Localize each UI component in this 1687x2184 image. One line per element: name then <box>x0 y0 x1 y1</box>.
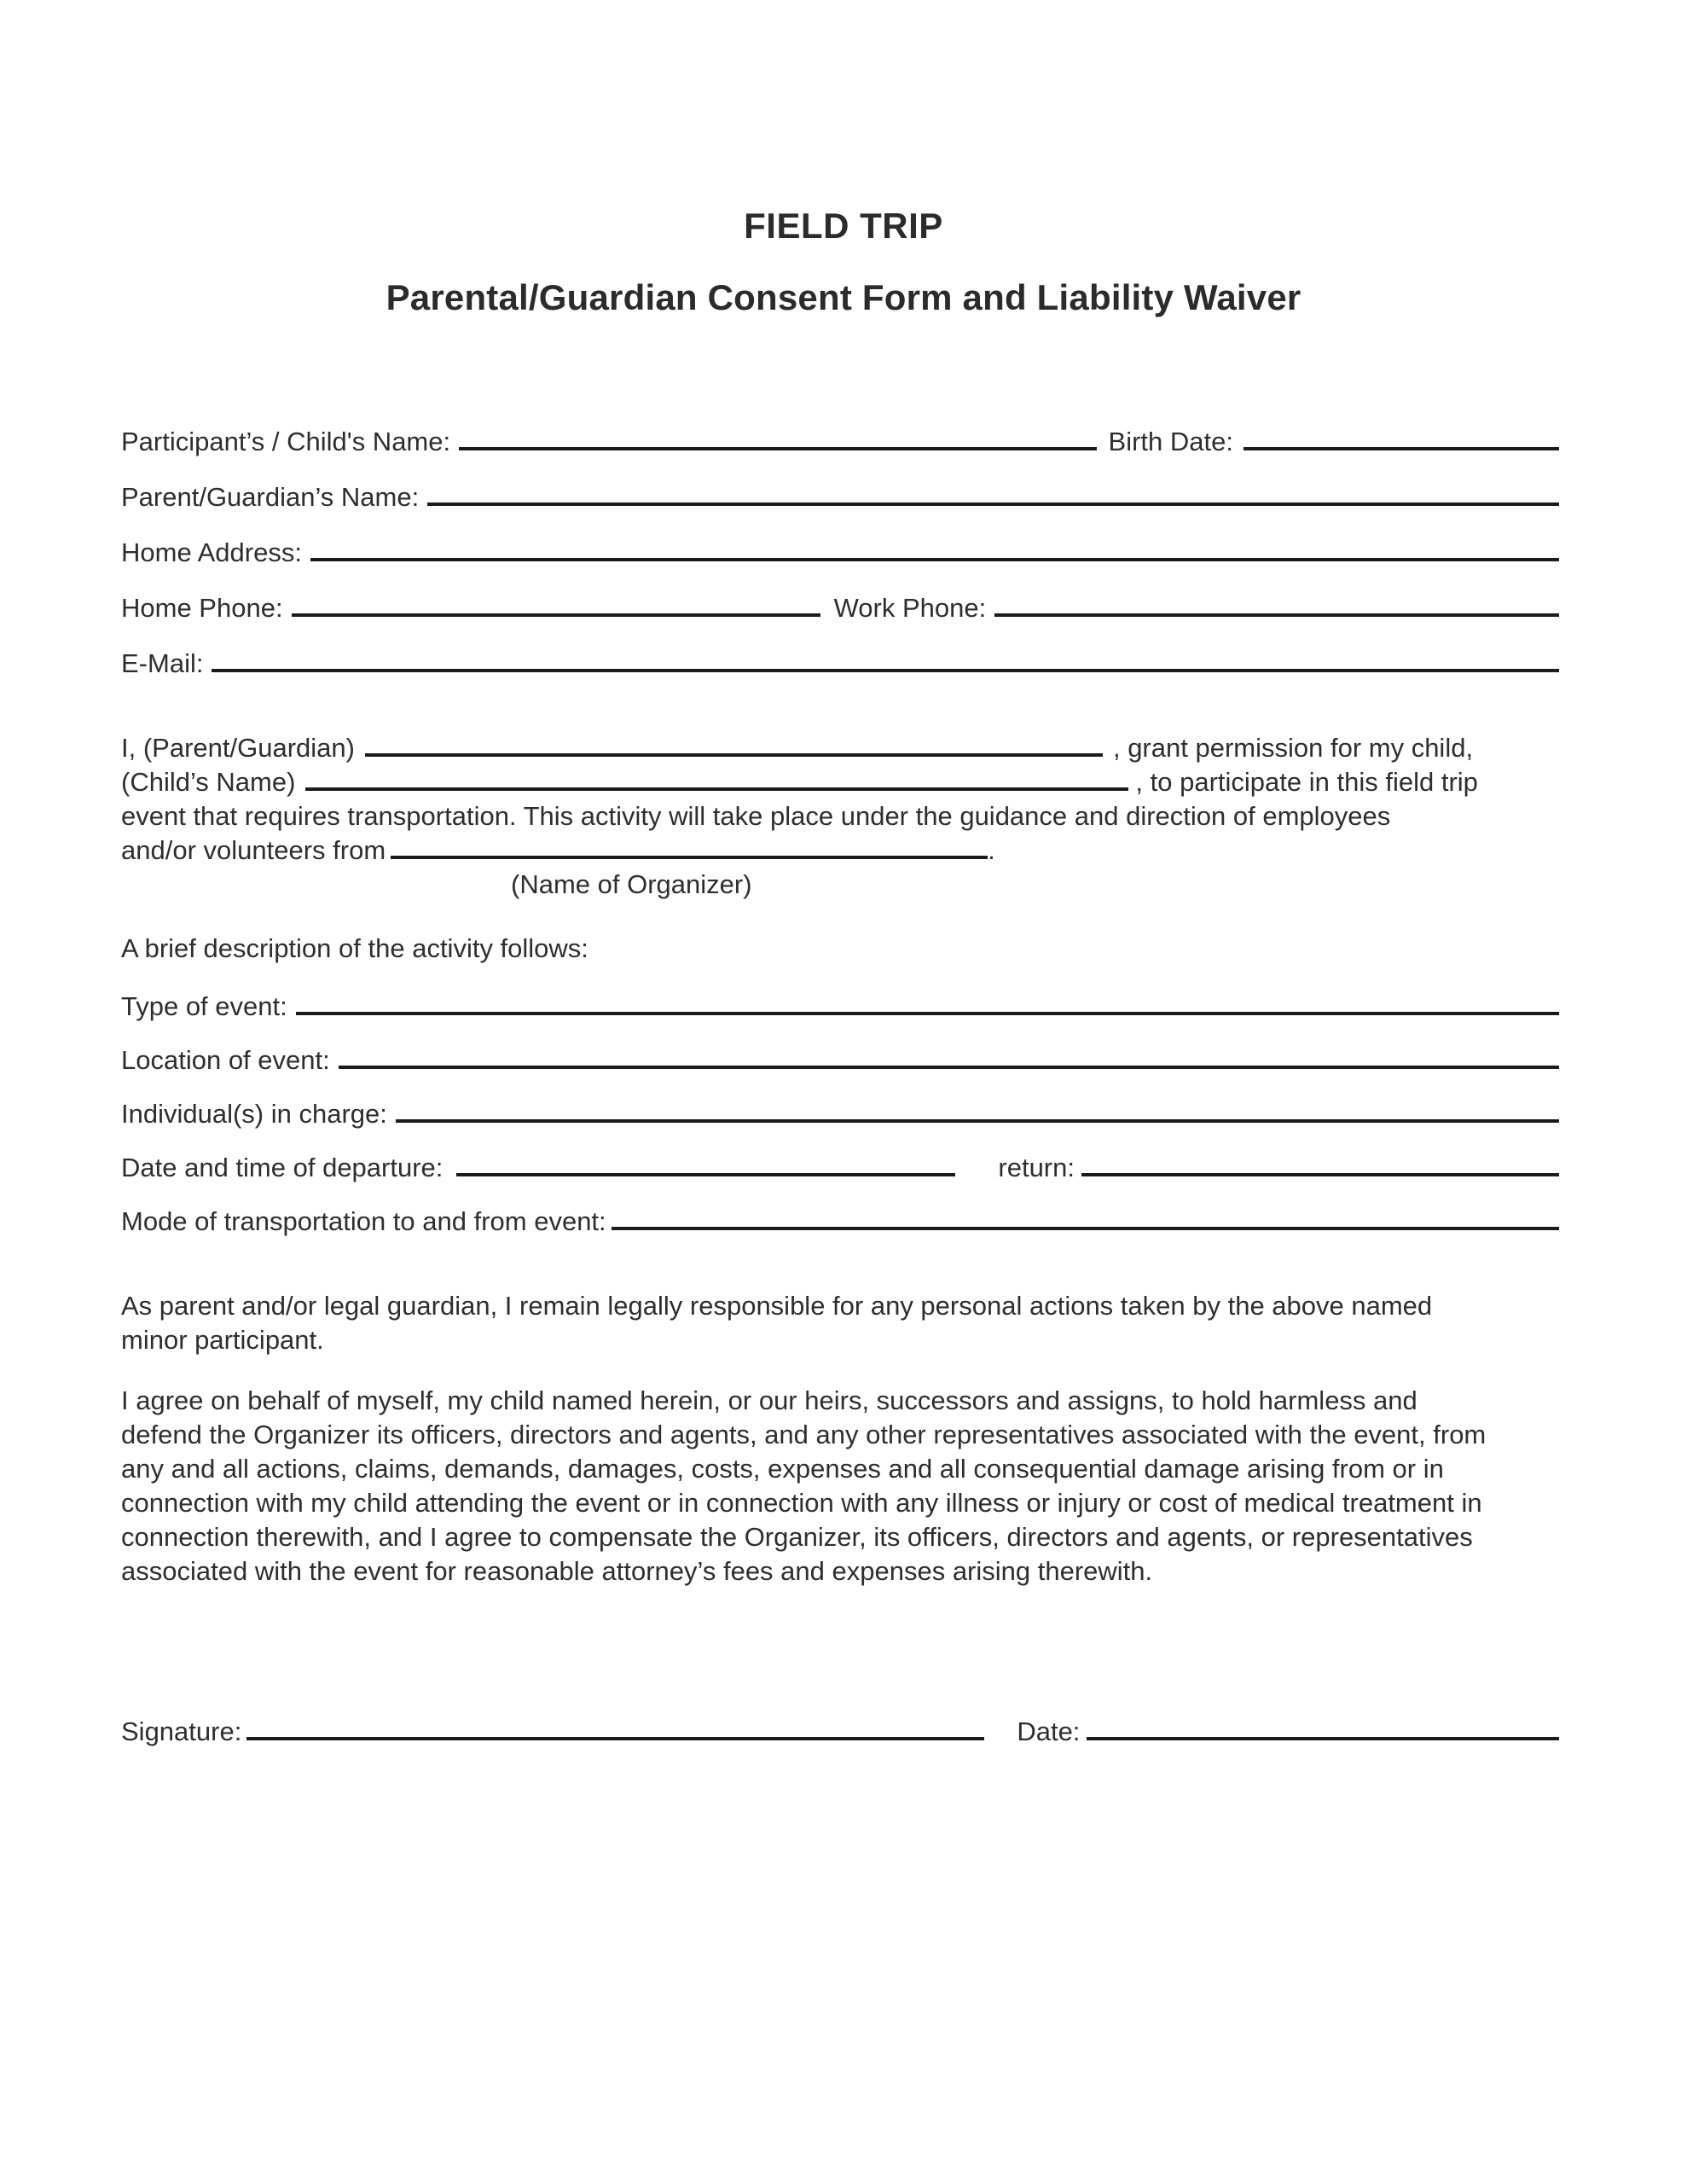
location-of-event-blank[interactable] <box>339 1066 1559 1069</box>
work-phone-label: Work Phone: <box>833 593 987 623</box>
birth-date-blank[interactable] <box>1244 447 1559 450</box>
departure-label: Date and time of departure: <box>121 1153 443 1182</box>
consent-line-2 <box>121 765 1559 799</box>
consent-line4-text: and/or volunteers from <box>121 835 386 865</box>
return-blank[interactable] <box>1081 1173 1559 1176</box>
consent-line-1 <box>121 731 1559 765</box>
transportation-label: Mode of transportation to and from event: <box>121 1206 606 1236</box>
departure-blank[interactable] <box>456 1173 955 1176</box>
row-signature <box>121 1715 1559 1749</box>
consent-line2-text: (Child’s Name) <box>121 767 296 797</box>
row-home-address <box>121 536 1559 570</box>
organizer-caption: (Name of Organizer) <box>511 869 752 899</box>
email-label: E-Mail: <box>121 648 204 678</box>
location-of-event-label: Location of event: <box>121 1045 330 1075</box>
consent-line-4 <box>121 834 1559 868</box>
consent-line2-tail: , to participate in this field trip <box>1135 767 1478 797</box>
row-email <box>121 647 1559 681</box>
liability-paragraph-2: I agree on behalf of myself, my child named herein, or our heirs, successors and assigns, to hold harmless and defend the Organizer its officers, directors and agents, and any other representatives associated with the event, from any and all actions, claims, demands, damages, costs, expenses and all consequential damage arising from or in connection with my child attending the event or in connection with any illness or injury or cost of medical treatment in connection therewith, and I agree to compensate the Organizer, its officers, directors and agents, or representatives associated with the event for reasonable attorney’s fees and expenses arising therewith. <box>121 1385 1487 1586</box>
parent-guardian-name-blank[interactable] <box>365 753 1103 757</box>
home-address-blank[interactable] <box>310 558 1559 561</box>
page-title: FIELD TRIP <box>744 206 943 246</box>
signature-blank[interactable] <box>246 1737 984 1740</box>
consent-line-3: event that requires transportation. This activity will take place under the guidance and direction of employees <box>121 801 1391 831</box>
row-location-of-event <box>121 1043 1559 1077</box>
page-subtitle: Parental/Guardian Consent Form and Liability Waiver <box>386 277 1301 317</box>
liability-paragraph-1: As parent and/or legal guardian, I remain legally responsible for any personal actions taken by the above named minor participant. <box>121 1291 1433 1355</box>
date-label: Date: <box>1017 1716 1081 1746</box>
home-phone-label: Home Phone: <box>121 593 283 623</box>
birth-date-label: Birth Date: <box>1108 427 1233 456</box>
parent-name-label: Parent/Guardian’s Name: <box>121 482 420 512</box>
row-parent-name <box>121 480 1559 514</box>
individuals-in-charge-label: Individual(s) in charge: <box>121 1099 387 1129</box>
description-heading: A brief description of the activity follows: <box>121 933 588 963</box>
participant-name-blank[interactable] <box>459 447 1096 450</box>
return-label: return: <box>998 1153 1075 1182</box>
row-type-of-event <box>121 990 1559 1024</box>
home-phone-blank[interactable] <box>292 613 820 617</box>
individuals-in-charge-blank[interactable] <box>396 1119 1559 1123</box>
parent-name-blank[interactable] <box>427 502 1559 506</box>
consent-line4-tail: . <box>988 835 995 865</box>
participant-name-label: Participant’s / Child's Name: <box>121 427 451 456</box>
home-address-label: Home Address: <box>121 537 302 567</box>
type-of-event-label: Type of event: <box>121 991 287 1021</box>
row-individuals-in-charge <box>121 1097 1559 1131</box>
signature-label: Signature: <box>121 1716 242 1746</box>
consent-statement <box>121 731 1559 902</box>
date-blank[interactable] <box>1087 1737 1559 1740</box>
row-participant-name <box>121 425 1559 459</box>
row-departure-return <box>121 1151 1559 1185</box>
organizer-name-blank[interactable] <box>391 856 988 859</box>
work-phone-blank[interactable] <box>994 613 1559 617</box>
transportation-blank[interactable] <box>612 1227 1559 1230</box>
consent-line1-tail: , grant permission for my child, <box>1112 733 1474 763</box>
child-name-blank[interactable] <box>305 787 1128 791</box>
type-of-event-blank[interactable] <box>296 1012 1559 1015</box>
row-transportation <box>121 1205 1559 1239</box>
consent-line1-text: I, (Parent/Guardian) <box>121 733 355 763</box>
row-phones <box>121 591 1559 625</box>
email-blank[interactable] <box>212 669 1559 672</box>
